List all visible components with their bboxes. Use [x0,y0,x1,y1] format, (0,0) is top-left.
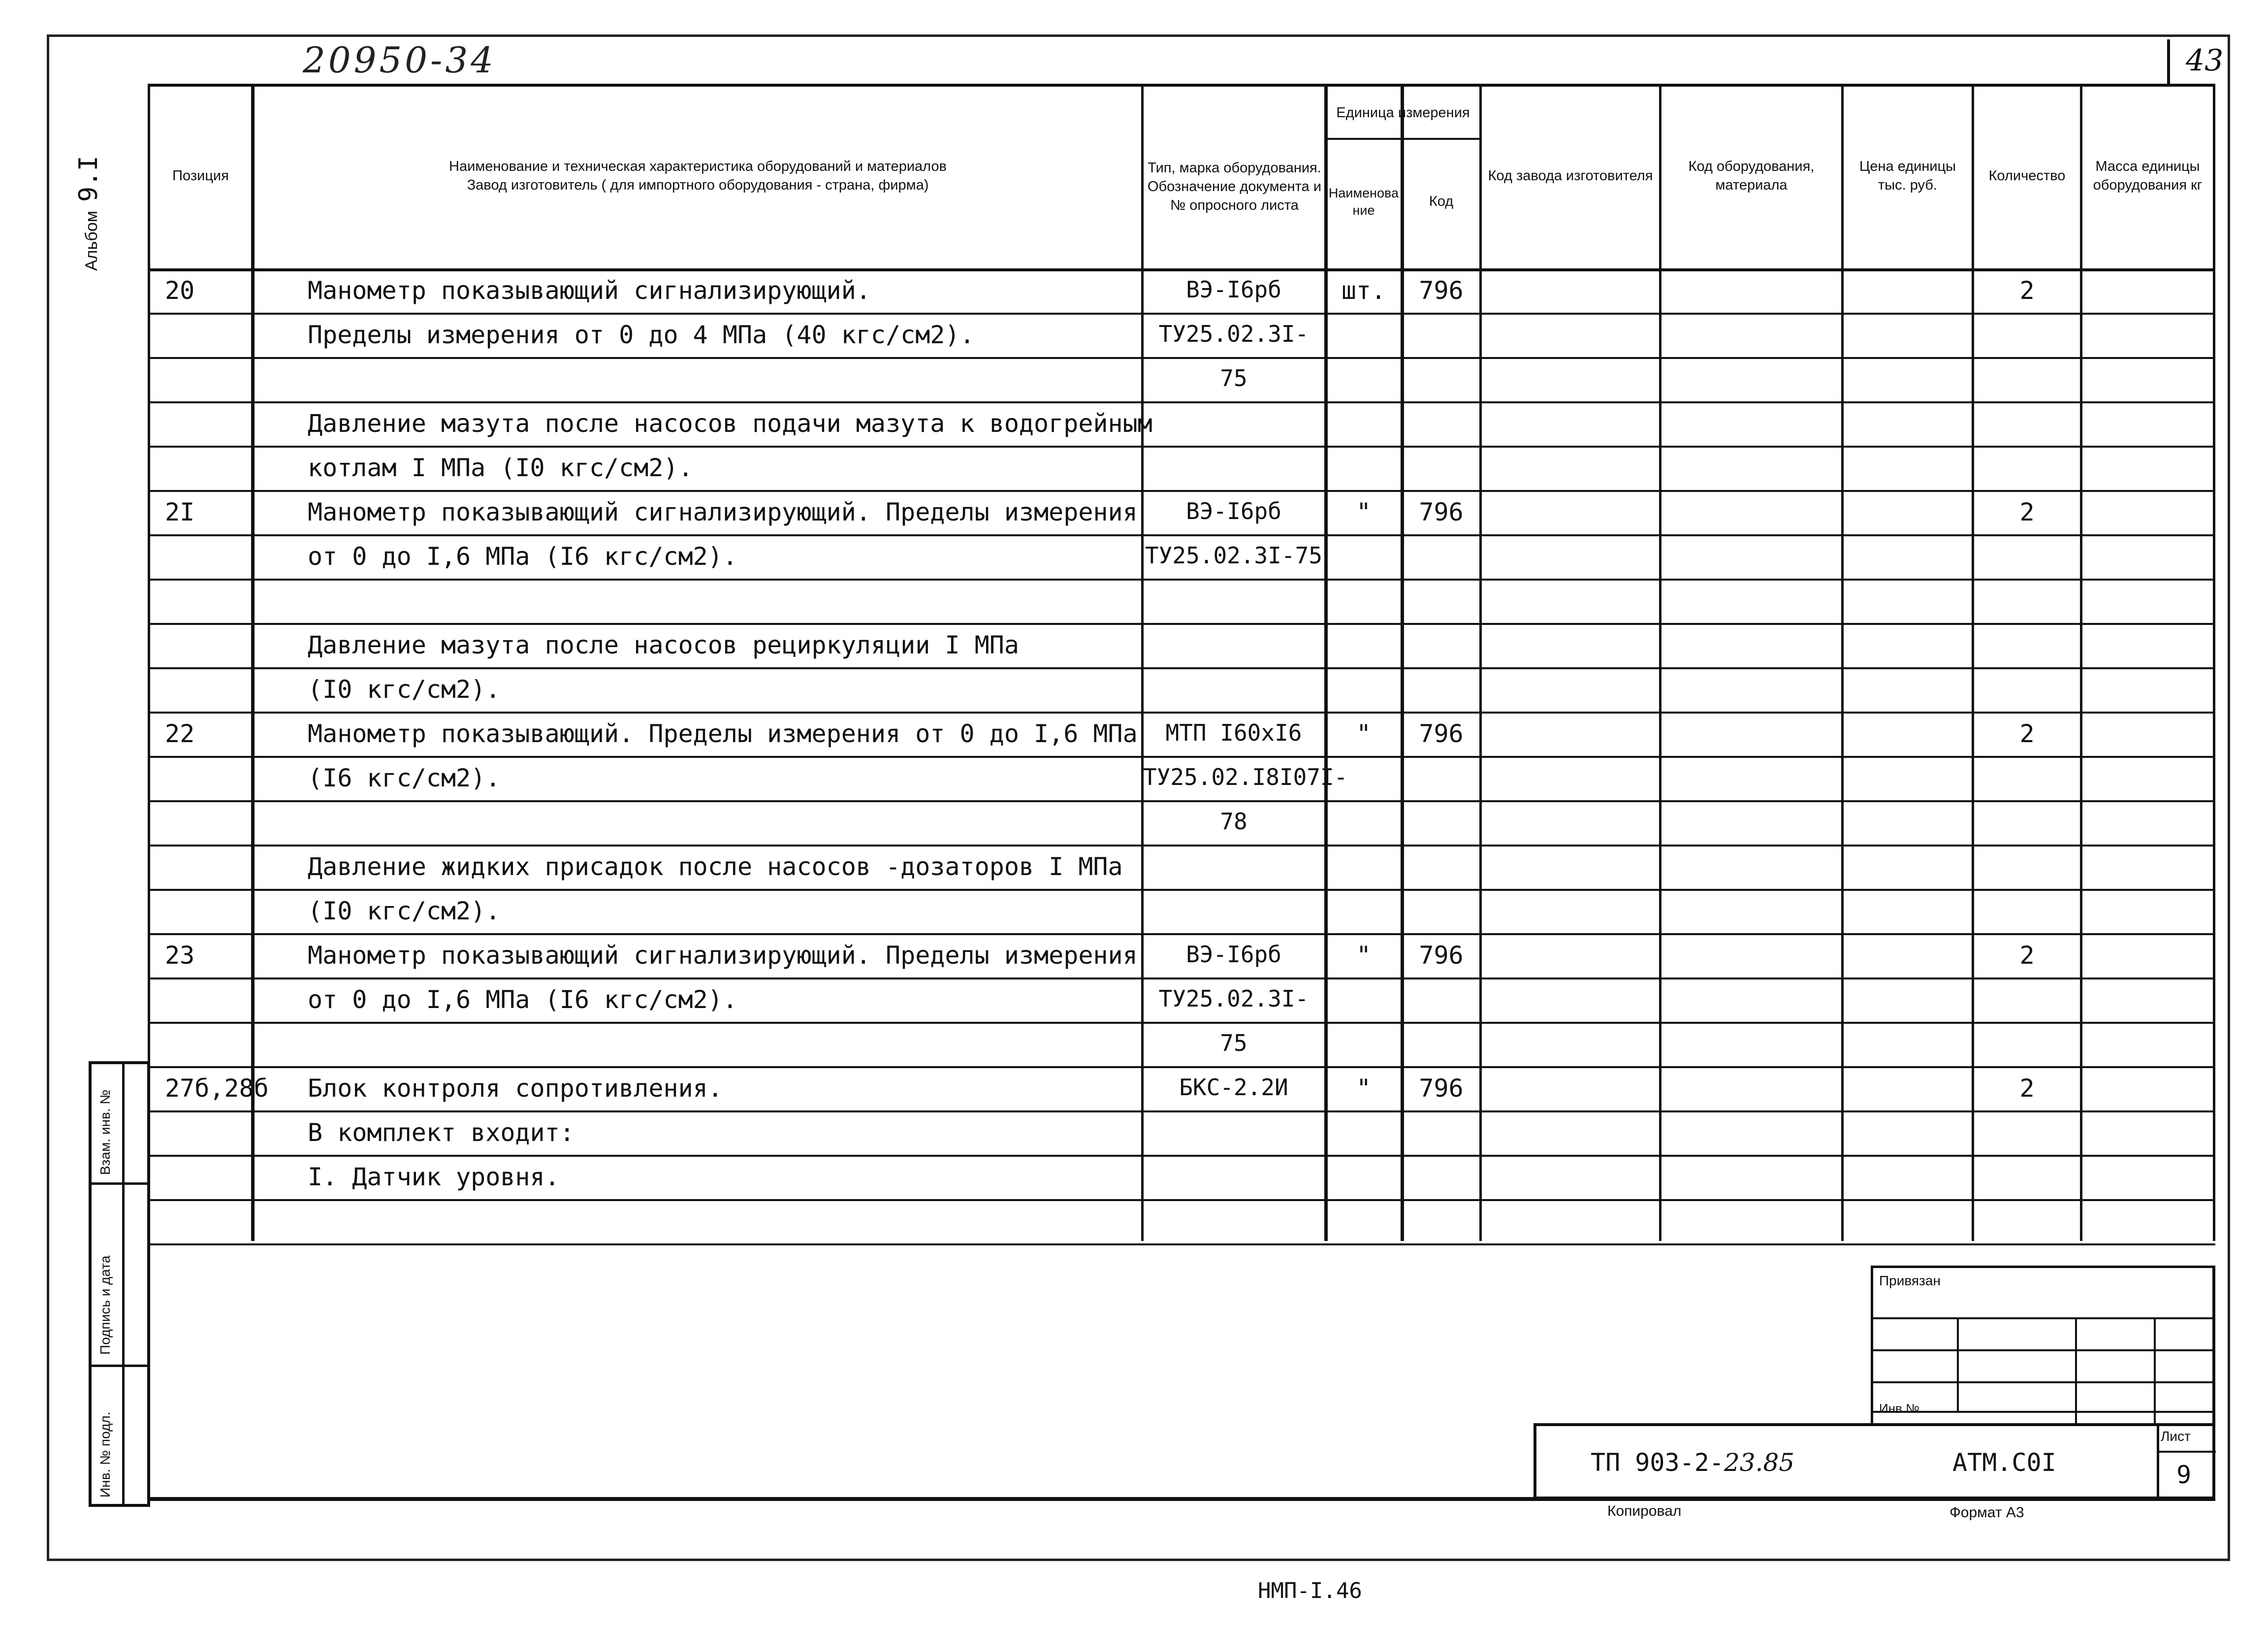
row-name-cell: Давление мазута после насосов подачи мазута к водогрейным [308,409,1152,438]
row-name-cell: Манометр показывающий сигнализирующий. Пределы измерения [308,498,1138,526]
corner-sheet-number: 43 [2186,43,2224,78]
title-block-vline [2157,1426,2159,1497]
header-mass: Масса единицы оборудования кг [2093,158,2203,193]
row-type-cell: БКС-2.2И [1179,1074,1288,1101]
unit-group-divider [1324,138,1482,140]
privyazan-line [1873,1381,2212,1383]
privyazan-line [1873,1317,2212,1319]
row-qty-cell: 2 [2019,276,2035,305]
header-quantity: Количество [1988,167,2066,184]
header-price: Цена единицы тыс. руб. [1859,158,1956,193]
header-equipment-code: Код оборудования, материала [1688,158,1815,193]
privyazan-block [1871,1266,2215,1423]
row-line [148,401,2215,403]
row-line [148,357,2215,359]
stamp-podpis-label: Подпись и дата [97,1255,113,1355]
row-code-cell: 796 [1419,1074,1464,1103]
stamp-inv-label: Инв. № подл. [97,1411,113,1498]
row-qty-cell: 2 [2019,941,2035,970]
project-code [1591,1448,1794,1477]
row-name-cell: В комплект входит: [308,1118,575,1147]
row-qty-cell: 2 [2019,1074,2035,1103]
list-number: 9 [2176,1461,2192,1489]
row-unit-cell: " [1356,941,1372,970]
row-line [148,933,2215,935]
privyazan-label: Привязан [1879,1273,1941,1288]
privyazan-vline [1957,1317,1959,1411]
row-name-cell: котлам I МПа (I0 кгс/см2). [308,454,693,482]
header-name-line2: Завод изготовитель ( для импортного оборудования - страна, фирма) [467,177,929,193]
stamp-column [89,1061,150,1507]
row-type-cell: ТУ25.02.3I- [1158,321,1309,347]
row-line [148,800,2215,802]
row-line [148,446,2215,448]
row-pos-cell: 23 [165,941,195,970]
row-pos-cell: 27б,28б [165,1074,269,1103]
row-name-cell: Манометр показывающий. Пределы измерения от 0 до I,6 МПа [308,719,1138,748]
privyazan-line [1873,1411,2212,1413]
header-position: Позиция [172,167,229,184]
row-line [148,490,2215,492]
row-line [148,845,2215,847]
row-code-cell: 796 [1419,719,1464,748]
row-name-cell: Блок контроля сопротивления. [308,1074,723,1103]
row-type-cell: ТУ25.02.I8I07I- [1143,764,1348,790]
row-unit-cell: " [1356,719,1372,748]
row-pos-cell: 2I [165,498,195,526]
row-name-cell: Манометр показывающий сигнализирующий. Пределы измерения [308,941,1138,970]
album-label-text: Альбом [82,211,101,271]
header-unit-code: Код [1429,194,1454,210]
row-name-cell: (I0 кгс/см2). [308,675,501,704]
row-type-cell: 75 [1220,1030,1247,1056]
row-type-cell: ВЭ-I6рб [1186,498,1281,524]
album-label [74,156,103,271]
header-name-line1: Наименование и техническая характеристика оборудований и материалов [449,158,947,174]
header-type: Тип, марка оборудования. Обозначение документа и № опросного листа [1147,160,1322,213]
stamp-vzam-label: Взам. инв. № [97,1089,113,1175]
inv-no-label: Инв № [1879,1401,1919,1416]
row-line [148,889,2215,891]
sheet-code: АТМ.С0I [1952,1448,2056,1477]
row-line [148,1199,2215,1201]
row-line [148,667,2215,669]
row-type-cell: ВЭ-I6рб [1186,276,1281,303]
row-unit-cell: " [1356,498,1372,526]
row-line [148,579,2215,581]
row-line [148,712,2215,714]
row-line [148,1155,2215,1157]
row-line [148,756,2215,758]
copied-label: Копировал [1607,1503,1682,1519]
equipment-table [148,84,2215,1241]
row-pos-cell: 20 [165,276,195,305]
privyazan-vline [2154,1317,2156,1426]
project-code-handwritten: 23.85 [1724,1448,1795,1477]
row-qty-cell: 2 [2019,719,2035,748]
title-block [1533,1423,2215,1499]
row-name-cell: Манометр показывающий сигнализирующий. [308,276,871,305]
row-code-cell: 796 [1419,276,1464,305]
row-type-cell: 78 [1220,808,1247,835]
header-bottom-border [148,268,2215,271]
privyazan-vline [2075,1317,2077,1426]
row-name-cell: Давление мазута после насосов рециркуляции I МПа [308,631,1019,659]
row-line [148,1110,2215,1112]
row-line [148,313,2215,315]
list-label: Лист [2161,1429,2191,1444]
row-type-cell: ТУ25.02.3I-75 [1145,542,1323,569]
row-line [148,1022,2215,1024]
row-type-cell: ВЭ-I6рб [1186,941,1281,968]
row-name-cell: I. Датчик уровня. [308,1163,560,1191]
row-pos-cell: 22 [165,719,195,748]
row-type-cell: ТУ25.02.3I- [1158,985,1309,1012]
header-factory-code: Код завода изготовителя [1488,167,1653,184]
row-line [148,1066,2215,1068]
privyazan-line [1873,1349,2212,1351]
stamp-vertical-divider [122,1064,125,1504]
album-number: 9.I [74,156,103,202]
header-name [256,84,1140,268]
row-line [148,534,2215,536]
row-type-cell: 75 [1220,365,1247,391]
row-name-cell: (I6 кгс/см2). [308,764,501,792]
row-name-cell: Пределы измерения от 0 до 4 МПа (40 кгс/см2). [308,321,975,349]
title-block-hline [2157,1451,2216,1453]
header-unit-name: Наименование [1328,185,1399,218]
header-unit-group: Единица измерения [1336,105,1470,121]
row-qty-cell: 2 [2019,498,2035,526]
row-name-cell: от 0 до I,6 МПа (I6 кгс/см2). [308,542,737,571]
row-line [148,1243,2215,1245]
format-label: Формат А3 [1949,1504,2024,1521]
row-code-cell: 796 [1419,941,1464,970]
stamp-divider [92,1365,147,1367]
handwritten-doc-number: 20950-34 [303,39,496,81]
row-name-cell: Давление жидких присадок после насосов -дозаторов I МПа [308,852,1123,881]
row-line [148,623,2215,625]
row-name-cell: (I0 кгс/см2). [308,897,501,925]
bottom-code: НМП-I.46 [1258,1578,1362,1603]
row-line [148,977,2215,979]
row-code-cell: 796 [1419,498,1464,526]
stamp-divider [92,1182,147,1185]
row-unit-cell: шт. [1341,276,1386,305]
row-type-cell: МТП I60хI6 [1165,719,1302,746]
project-code-printed: ТП 903-2- [1591,1448,1724,1477]
row-unit-cell: " [1356,1074,1372,1103]
row-name-cell: от 0 до I,6 МПа (I6 кгс/см2). [308,985,737,1014]
